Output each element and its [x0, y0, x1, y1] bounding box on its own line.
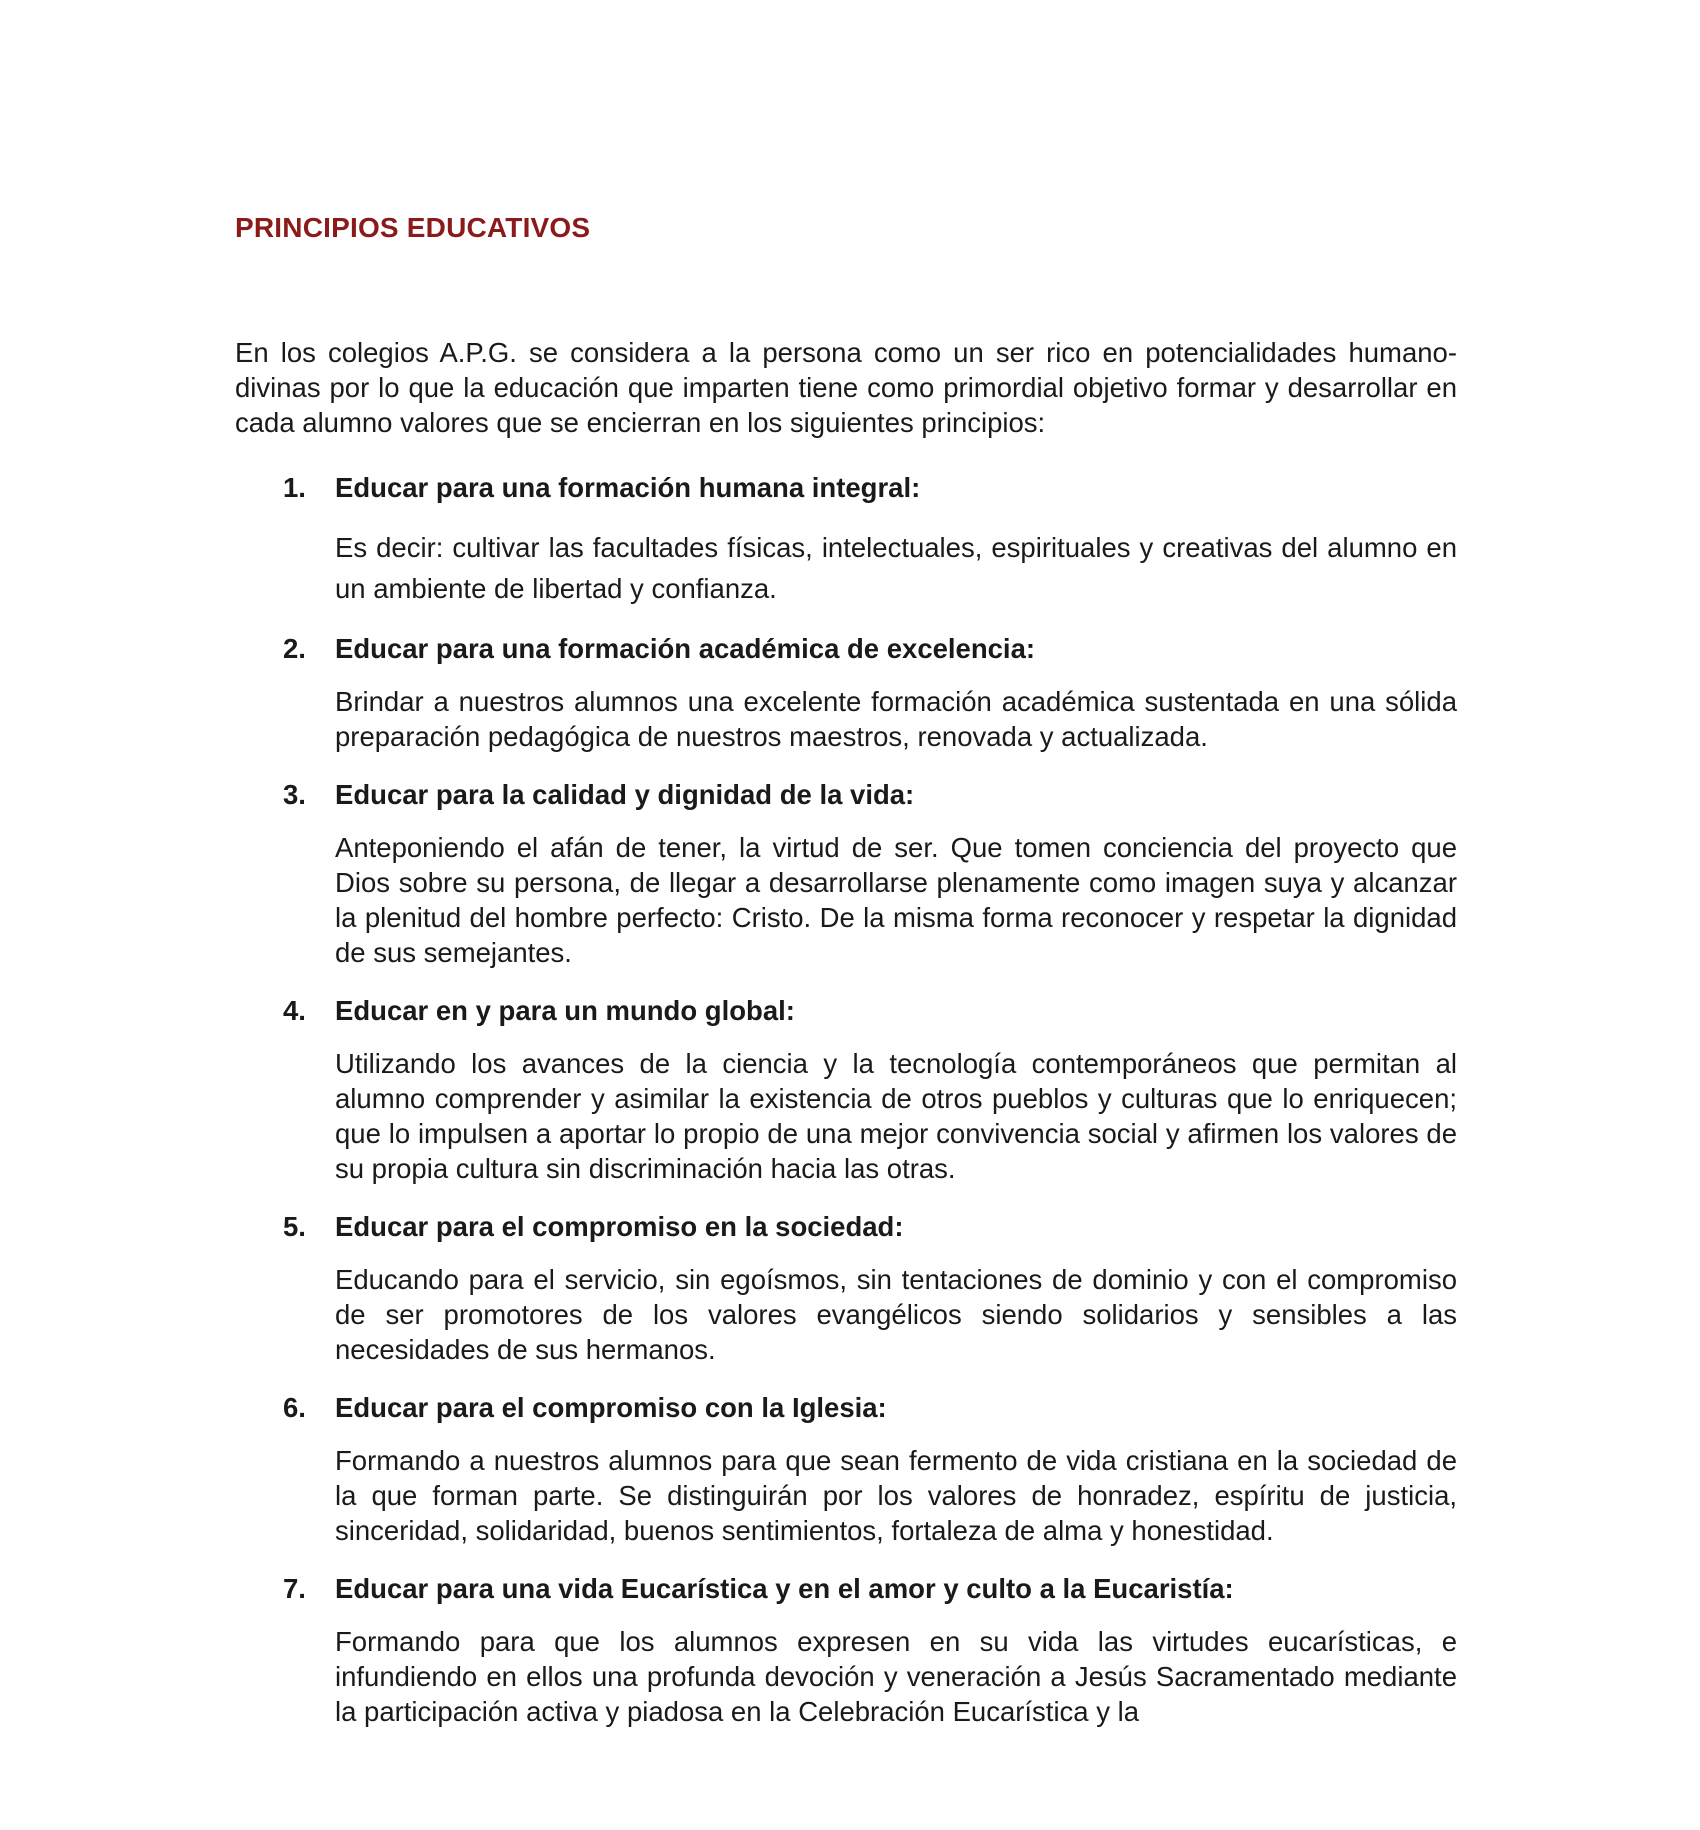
principle-heading: Educar en y para un mundo global:	[335, 995, 795, 1026]
principle-item	[235, 777, 1457, 970]
principle-text: Formando para que los alumnos expresen en su vida las virtudes eucarísticas, e infundiendo en ellos una profunda devoción y veneración a Jesús Sacramentado mediante la participación activa y piadosa en la Celebración Eucarística y la	[335, 1626, 1457, 1727]
intro-paragraph: En los colegios A.P.G. se considera a la persona como un ser rico en potencialidades humano-divinas por lo que la educación que imparten tiene como primordial objetivo formar y desarrollar en cada alumno valores que se encierran en los siguientes principios:	[235, 337, 1457, 438]
principle-number: 5.	[283, 1211, 306, 1242]
principle-number: 1.	[283, 472, 306, 503]
principle-heading: Educar para la calidad y dignidad de la vida:	[335, 779, 915, 810]
principle-text: Anteponiendo el afán de tener, la virtud de ser. Que tomen conciencia del proyecto que Dios sobre su persona, de llegar a desarrollarse plenamente como imagen suya y alcanzar la plenitud del hombre perfecto: Cristo. De la misma forma reconocer y respetar la dignidad de sus semejantes.	[335, 832, 1457, 968]
principle-number: 3.	[283, 779, 306, 810]
principle-number: 4.	[283, 995, 306, 1026]
principle-item	[235, 1390, 1457, 1548]
principle-item	[235, 631, 1457, 754]
principle-text: Formando a nuestros alumnos para que sean fermento de vida cristiana en la sociedad de la que forman parte. Se distinguirán por los valores de honradez, espíritu de justicia, sinceridad, solidaridad, buenos sentimientos, fortaleza de alma y honestidad.	[335, 1445, 1457, 1546]
principle-item	[235, 993, 1457, 1186]
principle-text: Es decir: cultivar las facultades físicas, intelectuales, espirituales y creativas del alumno en un ambiente de libertad y confianza.	[335, 532, 1457, 604]
principle-heading: Educar para una formación académica de excelencia:	[335, 633, 1036, 664]
page-title: PRINCIPIOS EDUCATIVOS	[235, 212, 591, 243]
principle-heading: Educar para una formación humana integral:	[335, 472, 921, 503]
principle-text: Utilizando los avances de la ciencia y la tecnología contemporáneos que permitan al alumno comprender y asimilar la existencia de otros pueblos y culturas que lo enriquecen; que lo impulsen a aportar lo propio de una mejor convivencia social y afirmen los valores de su propia cultura sin discriminación hacia las otras.	[335, 1048, 1457, 1184]
principle-number: 7.	[283, 1573, 306, 1604]
principle-heading: Educar para el compromiso con la Iglesia:	[335, 1392, 887, 1423]
principle-heading: Educar para una vida Eucarística y en el amor y culto a la Eucaristía:	[335, 1573, 1234, 1604]
principle-number: 6.	[283, 1392, 306, 1423]
principle-item	[235, 1571, 1457, 1729]
principle-number: 2.	[283, 633, 306, 664]
principle-text: Educando para el servicio, sin egoísmos, sin tentaciones de dominio y con el compromiso de ser promotores de los valores evangélicos siendo solidarios y sensibles a las necesidades de sus hermanos.	[335, 1264, 1457, 1365]
principle-text: Brindar a nuestros alumnos una excelente formación académica sustentada en una sólida preparación pedagógica de nuestros maestros, renovada y actualizada.	[335, 686, 1457, 752]
principles-list	[235, 470, 1457, 1729]
principle-heading: Educar para el compromiso en la sociedad:	[335, 1211, 904, 1242]
principle-item	[235, 470, 1457, 609]
principle-item	[235, 1209, 1457, 1367]
